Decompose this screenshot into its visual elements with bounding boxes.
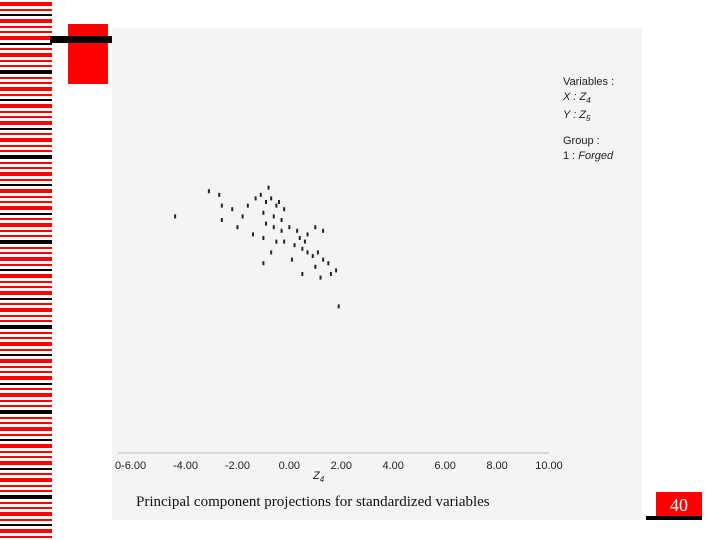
data-point xyxy=(301,247,303,251)
x-tick-label: 0.00 xyxy=(278,460,301,472)
x-tick-label: 2.00 xyxy=(330,460,353,472)
data-point xyxy=(260,193,262,197)
x-tick-label: 10.00 xyxy=(535,460,563,472)
data-point xyxy=(265,200,267,204)
x-tick-label: -4.00 xyxy=(172,460,199,472)
data-point xyxy=(322,229,324,233)
data-point xyxy=(291,258,293,262)
x-tick-label: -2.00 xyxy=(224,460,250,472)
x-tick-label: -6.00 xyxy=(121,460,147,472)
data-point xyxy=(283,240,285,244)
data-point xyxy=(218,193,220,197)
data-point xyxy=(262,211,264,215)
data-point xyxy=(262,236,264,240)
figure-caption: Principal component projections for standardized variables xyxy=(136,494,490,510)
data-point xyxy=(262,261,264,265)
data-point xyxy=(265,222,267,226)
plot-legend xyxy=(563,75,683,164)
data-point xyxy=(320,276,322,280)
data-point xyxy=(314,225,316,229)
legend-y-variable: Y : $Z_5$ xyxy=(563,109,591,124)
data-point xyxy=(294,243,296,247)
data-point xyxy=(304,240,306,244)
legend-variables-label: Variables : xyxy=(563,76,615,88)
data-point xyxy=(270,196,272,200)
x-tick-label: 4.00 xyxy=(382,460,404,472)
data-point xyxy=(327,261,329,265)
x-axis-label: $Z_4$ xyxy=(313,470,325,485)
slide-number: 40 xyxy=(656,492,702,518)
data-point xyxy=(221,218,223,222)
data-point xyxy=(174,214,176,218)
data-point xyxy=(231,207,233,211)
legend-x-variable: X : $Z_4$ xyxy=(563,91,591,106)
x-axis-ticks xyxy=(115,460,563,472)
data-points xyxy=(174,186,340,309)
data-point xyxy=(242,214,244,218)
data-point xyxy=(275,240,277,244)
data-point xyxy=(268,186,270,190)
data-point xyxy=(273,225,275,229)
data-point xyxy=(322,258,324,262)
data-point xyxy=(221,204,223,208)
x-tick-label: 0 xyxy=(114,460,122,472)
x-tick-label: 8.00 xyxy=(486,460,508,472)
data-point xyxy=(335,268,337,272)
slide-number-underline xyxy=(646,516,702,520)
data-point xyxy=(281,229,283,233)
legend-group-entry: 1 : Forged xyxy=(563,150,614,163)
data-point xyxy=(288,225,290,229)
data-point xyxy=(270,250,272,254)
data-point xyxy=(314,265,316,269)
data-point xyxy=(338,304,340,308)
data-point xyxy=(307,250,309,254)
data-point xyxy=(307,232,309,236)
data-point xyxy=(299,236,301,240)
legend-group-label: Group : xyxy=(563,135,600,148)
data-point xyxy=(252,232,254,236)
data-point xyxy=(275,204,277,208)
x-tick-label: 6.00 xyxy=(434,460,456,472)
data-point xyxy=(296,229,298,233)
data-point xyxy=(236,225,238,229)
data-point xyxy=(317,250,319,254)
data-point xyxy=(330,272,332,276)
data-point xyxy=(301,272,303,276)
data-point xyxy=(273,214,275,218)
data-point xyxy=(281,218,283,222)
data-point xyxy=(278,200,280,204)
data-point xyxy=(283,207,285,211)
data-point xyxy=(247,204,249,208)
data-point xyxy=(312,254,314,258)
data-point xyxy=(208,189,210,193)
data-point xyxy=(255,196,257,200)
